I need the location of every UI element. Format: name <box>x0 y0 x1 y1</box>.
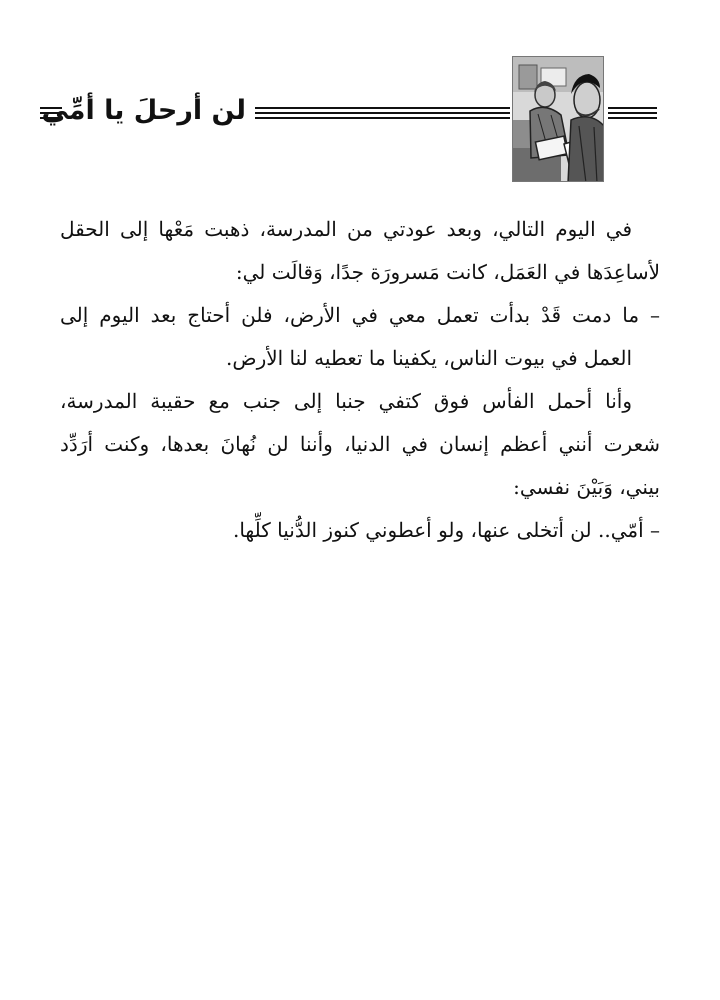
right-title-rule <box>608 107 657 119</box>
middle-title-rule <box>255 107 510 119</box>
page-title: لن أرحلَ يا أمِّي <box>41 95 246 126</box>
dialogue-line: العمل في بيوت الناس، يكفينا ما تعطيه لنا الأرض. <box>226 346 632 370</box>
story-text <box>60 208 660 552</box>
title-band <box>40 95 657 126</box>
text-line: وأنا أحمل الفأس فوق كتفي جنبا إلى جنب مع حقيبة المدرسة، <box>60 389 632 413</box>
dialogue-line: – أمّي.. لن أتخلى عنها، ولو أعطوني كنوز الدُّنيا كلِّها. <box>232 518 660 542</box>
text-line: بيني، وَبَيْنَ نفسي: <box>513 475 660 499</box>
dialogue-line: – ما دمت قَدْ بدأت تعمل معي في الأرض، فلن أحتاج بعد اليوم إلى <box>60 303 660 327</box>
chapter-header <box>40 56 657 182</box>
text-line: في اليوم التالي، وبعد عودتي من المدرسة، ذهبت مَعْها إلى الحقل <box>60 217 632 241</box>
text-line: لأساعِدَها في العَمَل، كانت مَسرورَة جدًا، وَقالَت لي: <box>235 260 660 284</box>
text-line: شعرت أنني أعظم إنسان في الدنيا، وأننا لن نُهانَ بعدها، وكنت أرَدِّد <box>60 432 660 456</box>
